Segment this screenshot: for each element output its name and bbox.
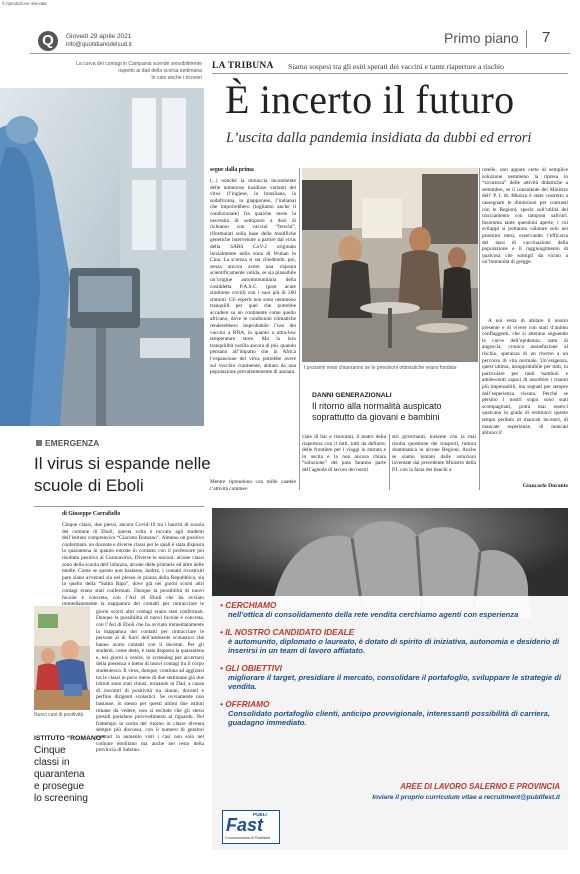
ad-item-title: • IL NOSTRO CANDIDATO IDEALE bbox=[220, 626, 355, 637]
ad-item-title: • OFFRIAMO bbox=[220, 698, 270, 709]
column-rule bbox=[479, 168, 480, 490]
emergenza-rule bbox=[34, 506, 204, 507]
danni-headline: Il ritorno alla normalità auspicato soprattutto da giovani e bambini bbox=[312, 401, 442, 422]
emergenza-body-continued: giorni scorsi altri contagi erano stati confermati. Dunque la possibilità di nuovi focolai è concreta, con l’Asl di Eboli che ha avviato immediatamente la mappatura dei contatti per rintracciare le persone al di fuori dell’ambiente scolastico che hanno avuto contatti con il docente. Per gli studenti, come detto, è stata disposta la quarantena e, nei giorni a venire, lo screening per accertarsi della presenza o meno di nuovi contagi tra il corpo studentesco. Il virus, dunque, continua ad aggirarsi tra le classi in poco meno di due settimane già due istituti sono stati chiusi, tornando in Dad, a causa di riscontri di positività tra alunni, docenti e perfino dirigenti scolastici. Se ovviamente non bastasse, lo stesso per questi ultimi due istituti rimane da vedere, non si esclude che gli stessi presidi prendano provvedimenti al riguardo. Nel frattempo la scelta del ritorno in classe diventa sempre più discussa, con il numero di genitori contrari in aumento visti i casi non solo nel comune ebolitano ma anche nel resto della provincia di Salerno. bbox=[96, 608, 204, 754]
tribuna-column-4-end: A noi resta di abitare il nostro presente e di vivere con stati d’animo conflaggenti, che si alterano seguendo le curve dell’epidemia: stato di angoscia, cronica assuefazione al rischio, speranza di un ritorno a un percorso di vita normale. Un’esigenza, quest’ultima, insopprimibile per tutti, in particolare per tanti bambini e adolescenti capaci di assorbire i traumi più impensabili, ma segnati per sempre dall’esperienza vissuta. Perché se persino i nostri sogni sono stati scompaginati, potrà mai esserci qualcuno in grado di restituirci questo tempo perduto di mancati incontri, di mancate esperienze, di mancati abbracci? bbox=[482, 318, 568, 437]
tribuna-column-1: (...) nonché la minaccia incombente delle numerose insidiose varianti del virus (l’inglese, la brasiliana, la sudafricana, la giapponese, l’indiana) che imporrebbero (togliamo anche il condizionale) fra qualche mese la necessità di sottoporsi a dosi di richiamo con vaccini “freschi”, riformulati sulla base delle modifiche genetiche intervenute a partire dal virus della SARS CoV-2 originato inizialmente nella zona di Wuhan in Cina. La scienza si sta chiedendo, poi, senza ancora avere una risposta scientificamente valida, se sia plausibile un’origine autoimmunitaria della cosiddetta P.A.S.C. (post acute sindrome covid) con i suoi più di 200 sintomi. Gli esperti non sono nemmeno tranquilli per quel che potrebbe accadere su un continente come quello africano, dove le condizioni climatiche renderebbero improbabile l’uso dei vaccini a RNA, in quanto a ultra-low temperature store. Ma la loro tranquillità vacilla ancora di più, quando pensano all’impatto che in Africa l’espansione del virus potrebbe avere sul vecchio continente, abitato da una popolazione prevalentemente di anziani. bbox=[210, 178, 296, 376]
bullet-icon: • bbox=[220, 626, 226, 637]
tribuna-column-1-end: Mentre riprendono con mille cautele l’attività commer- bbox=[210, 479, 296, 492]
top-photo-caption: La curva dei contagi in Campania scende sensibilmente rispetto ai dati della scorsa settimana In calo anche i ricoveri bbox=[75, 61, 202, 81]
newspaper-logo: Q bbox=[38, 31, 58, 51]
tribuna-overline: Siamo sospesi tra gli esiti sperati dei vaccini e tante riaperture a rischio bbox=[288, 62, 504, 71]
emergenza-headline: Il virus si espande nelle scuole di Eboli bbox=[34, 454, 211, 495]
bullet-icon: • bbox=[220, 698, 226, 709]
ad-item-text: è automunito, diplomato o laureato, è dotato di spirito di iniziativa, autonomia e desiderio di inserirsi in un team di lavoro affiatato. bbox=[228, 636, 560, 655]
cafe-photo bbox=[302, 168, 478, 362]
ad-item-title: • CERCHIAMO bbox=[220, 600, 277, 610]
tribuna-rule bbox=[212, 73, 568, 74]
bullet-icon: • bbox=[220, 662, 226, 673]
masthead-divider bbox=[526, 30, 527, 48]
emergenza-kicker: EMERGENZA bbox=[45, 438, 100, 448]
emergenza-byline: di Giuseppe Carrafiello bbox=[62, 511, 121, 517]
tribuna-column-4: rotelle, non appare certo di semplice soluzione nemmeno la ripresa in “sicurezza” delle attività didattiche a settembre, se il consulente del Ministro dell’ P. I. dr. Miozzo è stato costretto a rassegnare le dimissioni per contrasti con le Regioni, specie sull’utilità del tracciamento con tamponi salivari. Insomma tante questioni aperte, i cui sviluppi si potranno valutare solo nei prossimi mesi, osservando l’efficacia dei tassi di vaccinazione della popolazione e il raggiungimento di qualcosa che somigli da vicino a un’immunità di gregge. bbox=[482, 167, 568, 266]
ad-item-text: Consolidato portafoglio clienti, anticipo provvigionale, interessanti possibilità di carriera, guadagno immediato. bbox=[228, 708, 550, 727]
classroom-photo-caption: Nuovi casi di positività bbox=[34, 712, 84, 718]
tribuna-subheadline: L’uscita dalla pandemia insidiata da dubbi ed errori bbox=[226, 130, 532, 146]
ad-item-title: • GLI OBIETTIVI bbox=[220, 662, 282, 673]
emergenza-body: Cinque classi, due plessi, ancora Covid-19 tra i banchi di scuola del comune di Eboli, questa volta è toccato agli studenti dell’istituto comprensivo “Giacinto Romano”. Almeno un positivo confermato, un docente e diverse classi per le quali è stata disposta la quarantena in quanto entrate in contatto con il professore poi risultato positivo al Coronavirus. Diverse le sezioni: alcune classi sono della scuola dell’infanzia, alcune delle primarie ed altre delle medie. Come se questo non bastasse, inoltre, i contatti ricostruiti pare siano avvenuti sia nel plesso in piazza della Repubblica, sia in quello della “Salita Ripa”, dove già nei giorni scorsi altri contagi erano stati confermati. Dunque la possibilità di nuovi focolai è concreta, con l’Asl di Eboli che ha avviato immediatamente la mappatura dei contatti per rintracciare le bbox=[62, 522, 204, 606]
publifast-logo: PUBLI Fast Concessionaria di Pubblicità bbox=[222, 810, 280, 844]
issue-date: Giovedì 29 aprile 2021 bbox=[66, 33, 132, 40]
bullet-icon: • bbox=[220, 600, 226, 610]
masthead-rule bbox=[30, 53, 570, 54]
ad-work-area: AREE DI LAVORO SALERNO E PROVINCIA bbox=[400, 782, 560, 791]
danni-kicker: DANNI GENERAZIONALI bbox=[312, 392, 392, 399]
continued-from-front: segue dalla prima bbox=[210, 167, 254, 173]
ad-item bbox=[220, 627, 564, 656]
istituto-text: Cinque classi in quarantena e prosegue lo screening bbox=[34, 745, 88, 804]
istituto-kicker: ISTITUTO “ROMANO” bbox=[34, 735, 105, 742]
ad-invite[interactable]: Inviare il proprio curriculum vitae a recruitment@publifest.it bbox=[372, 794, 560, 801]
tribuna-column-2: ciale di bar e ristoranti, il teatro della riapertura con il tutti, tutti da definire, delle frontiere per i viaggi in entrata e in uscita e la non ancora chiara “soluzione” dei pass faranno parte dell’agenda di lavoro dei nostri bbox=[302, 434, 386, 473]
tribuna-author: Giancarlo Durante bbox=[522, 483, 568, 489]
tribuna-kicker: LA TRIBUNA bbox=[212, 61, 274, 71]
ad-item bbox=[220, 663, 564, 692]
tribuna-headline: È incerto il futuro bbox=[225, 77, 515, 122]
cafe-photo-caption: I prossimi mesi chiariranno se le previsioni ottimistiche erano fondate bbox=[304, 365, 457, 371]
hospital-photo-graphic bbox=[0, 88, 204, 426]
column-rule bbox=[389, 434, 390, 490]
classroom-photo-graphic bbox=[34, 606, 90, 710]
ad-items bbox=[220, 600, 564, 735]
section-title: Primo piano bbox=[444, 30, 519, 46]
page-number: 7 bbox=[542, 29, 551, 46]
copyright-notice: © riproduzione riservata bbox=[2, 1, 47, 6]
contact-email[interactable]: info@quotidianodelsud.it bbox=[66, 42, 132, 48]
ad-item bbox=[220, 600, 564, 620]
ad-item bbox=[220, 699, 564, 728]
job-advertisement bbox=[212, 508, 568, 850]
emergenza-body-end bbox=[62, 783, 204, 819]
cafe-photo-graphic bbox=[302, 168, 478, 362]
ad-item-text: migliorare il target, presidiare il mercato, consolidare il portafoglio, sviluppare le strategie di vendita. bbox=[228, 672, 561, 691]
ad-item-text: nell’ottica di consolidamento della rete vendita cerchiamo agenti con esperienza bbox=[228, 610, 519, 619]
kicker-square-icon bbox=[36, 440, 42, 446]
column-rule bbox=[299, 168, 300, 490]
classroom-photo bbox=[34, 606, 90, 710]
hospital-photo bbox=[0, 88, 204, 426]
tribuna-column-3: stri governanti, insieme con la mai risolta questione dei trasporti, tuttora drammatica in alcune Regioni. Anche se siamo lontani dalle soluzioni inventate dal precedente Ministro della P.I. con la farsa dei banchi a bbox=[392, 434, 476, 473]
